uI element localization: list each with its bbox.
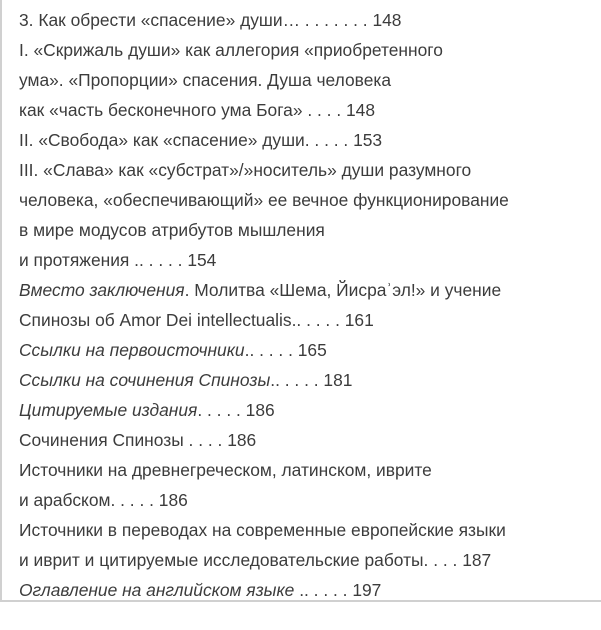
toc-entry-text: .. . . . . 181 [270, 370, 353, 390]
toc-entry-text: II. «Свобода» как «спасение» души. . . . . 153 [19, 130, 383, 150]
toc-entry-text: и иврит и цитируемые исследовательские работы. . . . 187 [19, 550, 492, 570]
toc-line [19, 215, 594, 245]
toc-line [19, 95, 594, 125]
toc-line [19, 245, 594, 275]
toc-line [19, 5, 594, 35]
toc-line [19, 545, 594, 575]
toc-entry-text: I. «Скрижаль души» как аллегория «приобретенного [19, 40, 443, 60]
toc-entry-text: как «часть бесконечного ума Бога» . . . . 148 [19, 100, 376, 120]
toc-line [19, 125, 594, 155]
table-of-contents [19, 5, 594, 605]
toc-entry-text: 3. Как обрести «спасение» души… . . . . . . . 148 [19, 10, 402, 30]
toc-line [19, 335, 594, 365]
bottom-border-rule [0, 600, 601, 602]
toc-line [19, 455, 594, 485]
toc-entry-title-italic: Цитируемые издания [19, 400, 198, 420]
toc-line [19, 395, 594, 425]
toc-entry-text: . . . . . 186 [197, 400, 275, 420]
toc-entry-title-italic: Ссылки на сочинения Спинозы [19, 370, 271, 390]
toc-line [19, 425, 594, 455]
toc-entry-text: III. «Слава» как «субстрат»/»носитель» души разумного [19, 160, 472, 180]
toc-entry-text: .. . . . . 197 [294, 580, 382, 600]
toc-entry-text: Источники на древнегреческом, латинском, иврите [19, 460, 432, 480]
toc-entry-text: и арабском. . . . . 186 [19, 490, 188, 510]
toc-entry-text: Сочинения Спинозы . . . . 186 [19, 430, 257, 450]
toc-line [19, 485, 594, 515]
toc-line [19, 185, 594, 215]
toc-entry-title-italic: Оглавление на английском языке [19, 580, 295, 600]
toc-entry-title-italic: Ссылки на первоисточники [19, 340, 245, 360]
toc-line [19, 305, 594, 335]
toc-entry-text: и протяжения .. . . . . 154 [19, 250, 217, 270]
toc-entry-text: Спинозы об Amor Dei intellectualis.. . . . . 161 [19, 310, 374, 330]
toc-line [19, 515, 594, 545]
toc-entry-text: . Молитва «Шема, Йисраʾэл!» и учение [184, 280, 502, 300]
toc-entry-text: человека, «обеспечивающий» ее вечное функционирование [19, 190, 509, 210]
left-border-rule [0, 0, 2, 600]
toc-line [19, 65, 594, 95]
toc-entry-text: Источники в переводах на современные европейские языки [19, 520, 506, 540]
toc-entry-text: .. . . . . 165 [244, 340, 327, 360]
toc-entry-text: ума». «Пропорции» спасения. Душа человека [19, 70, 392, 90]
toc-line [19, 155, 594, 185]
toc-line [19, 275, 594, 305]
toc-entry-title-italic: Вместо заключения [19, 280, 185, 300]
toc-line [19, 365, 594, 395]
toc-entry-text: в мире модусов атрибутов мышления [19, 220, 325, 240]
toc-line [19, 35, 594, 65]
